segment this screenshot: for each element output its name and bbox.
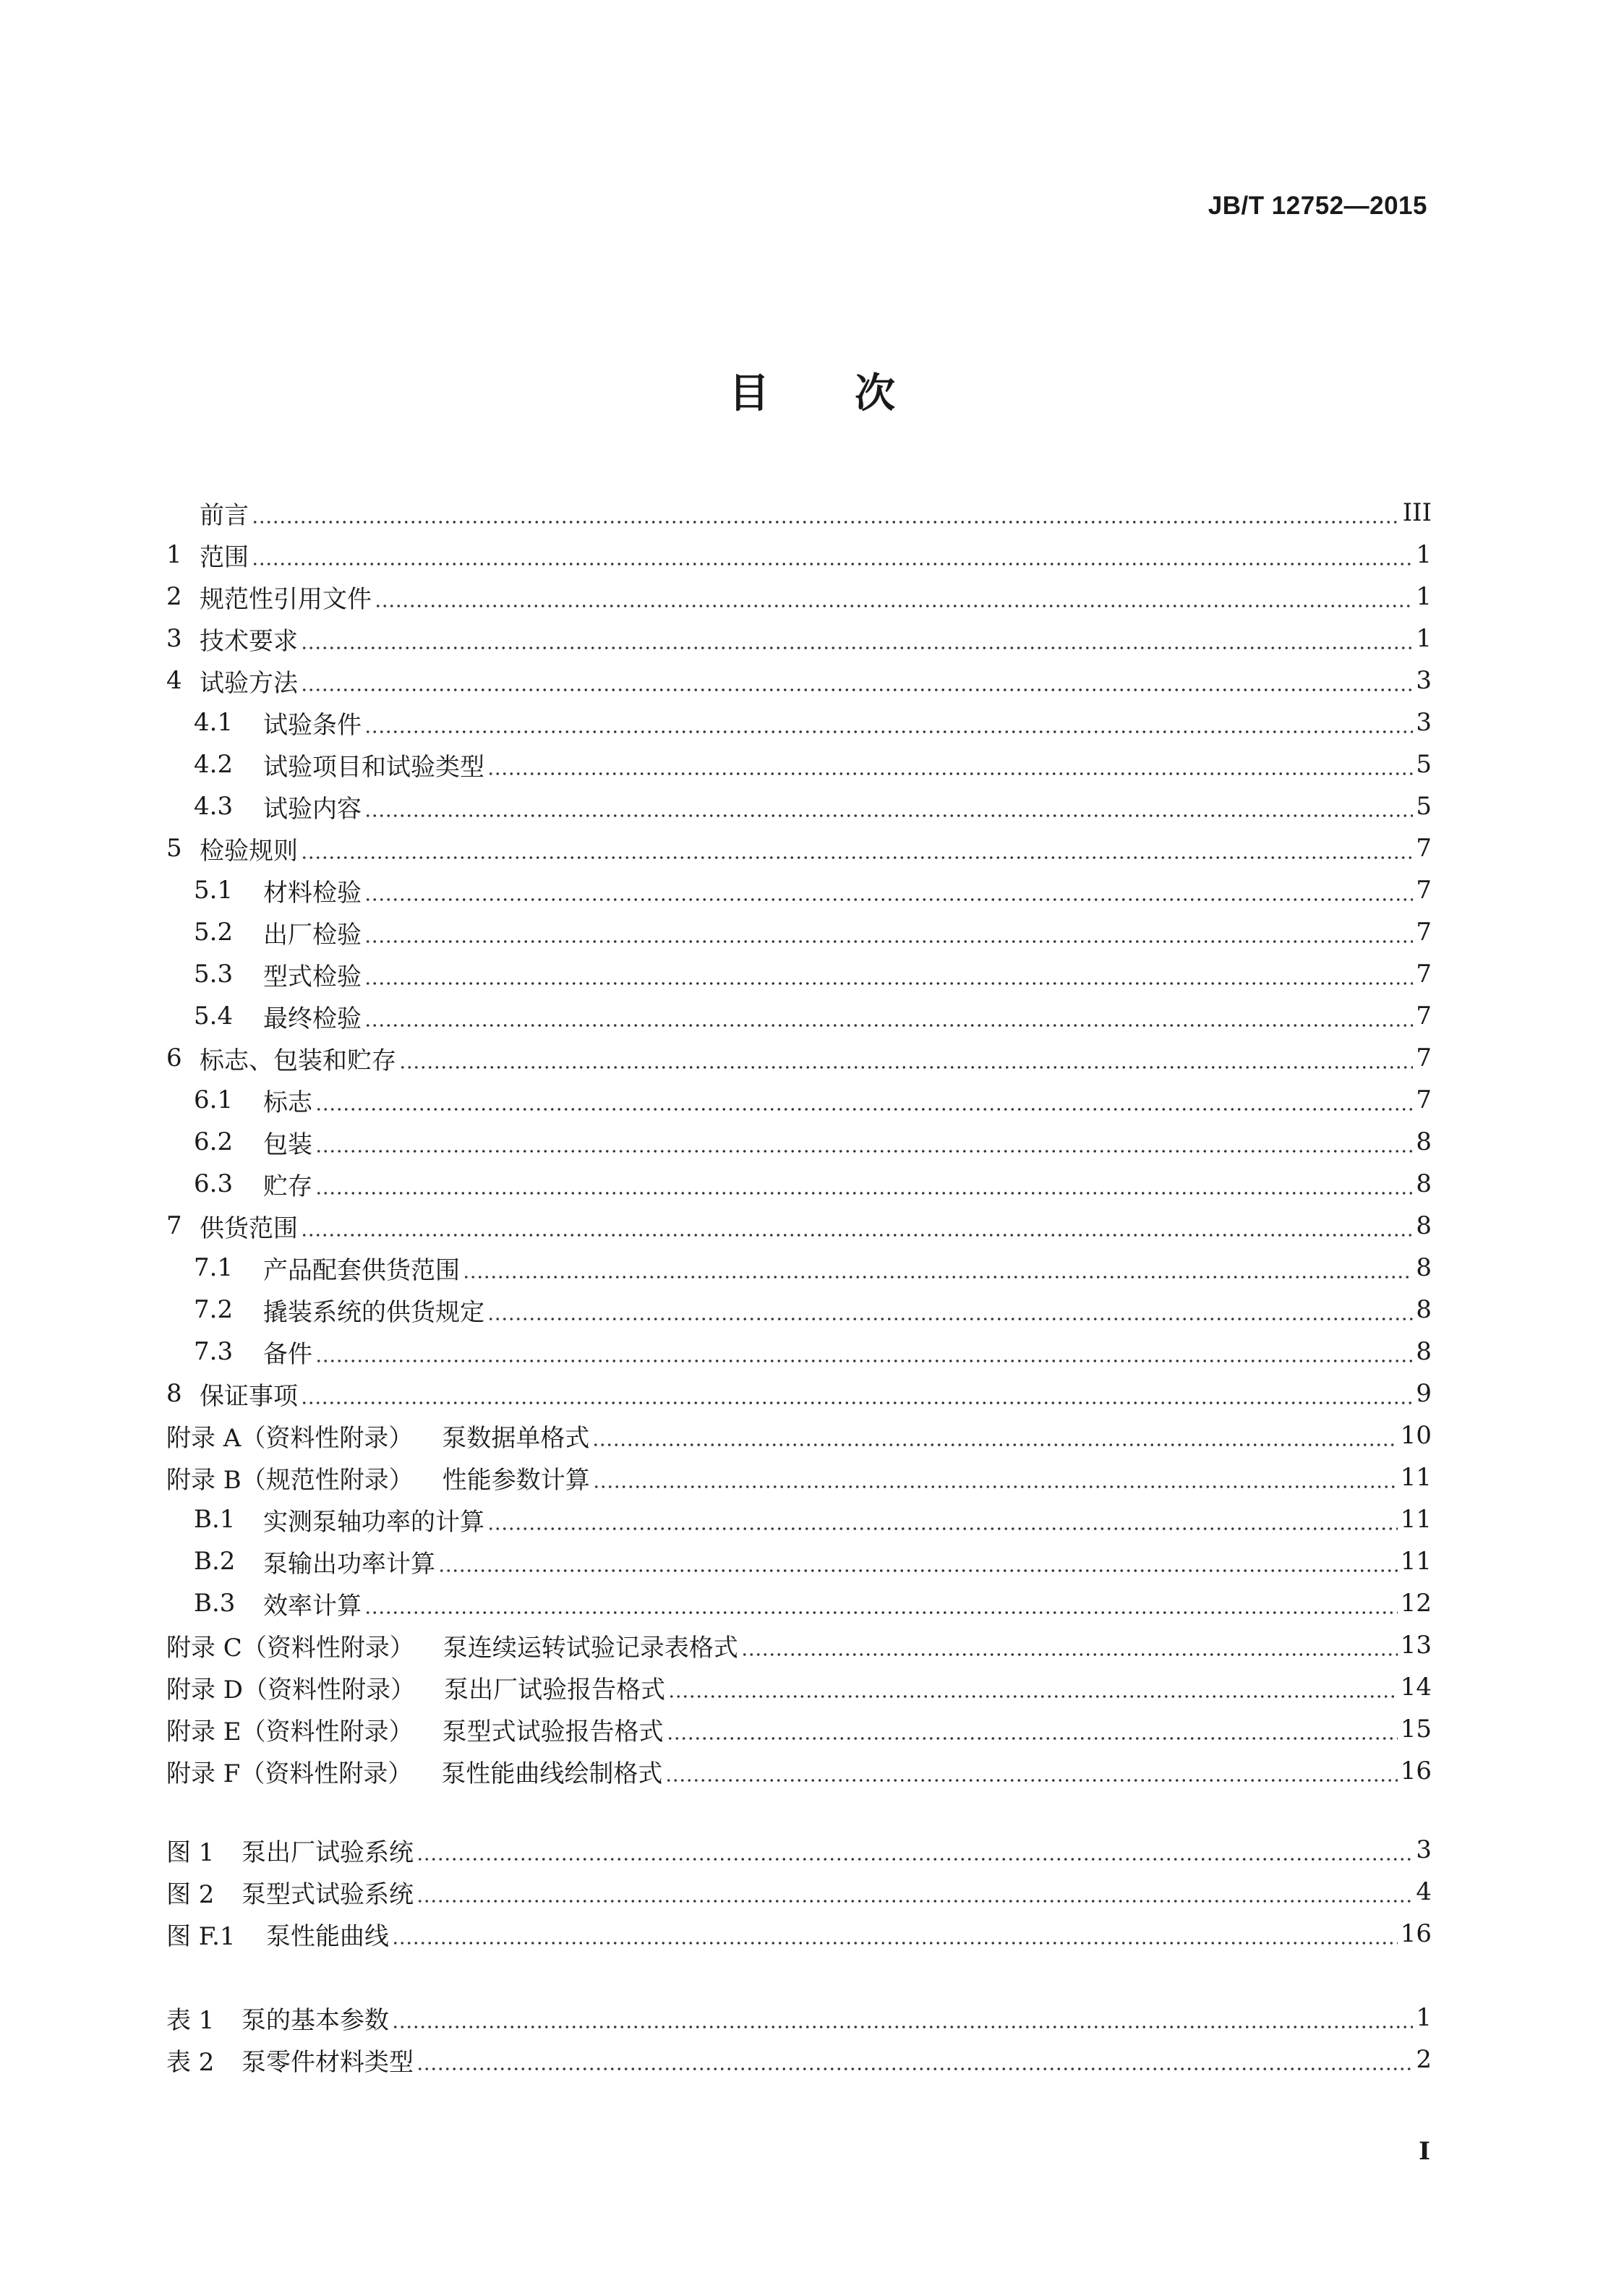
dot-leader xyxy=(399,1046,1413,1070)
dot-leader xyxy=(741,1633,1398,1657)
toc-entry-label: 泵数据单格式 xyxy=(442,1423,590,1453)
toc-entry-label: 前言 xyxy=(200,500,249,530)
toc-entry-number: 5.2 xyxy=(194,918,234,947)
toc-entry[interactable] xyxy=(166,1997,1432,2039)
toc-entry-number: 附录 E（资料性附录） xyxy=(166,1717,414,1746)
toc-entry[interactable] xyxy=(166,1708,1432,1750)
toc-entry[interactable] xyxy=(166,1289,1432,1331)
toc-entry-page: 8 xyxy=(1416,1169,1432,1198)
toc-entry[interactable] xyxy=(166,618,1432,660)
toc-entry[interactable] xyxy=(166,953,1432,995)
toc-entry-page: 8 xyxy=(1416,1253,1432,1282)
toc-entry-number: B.3 xyxy=(194,1589,236,1618)
dot-leader xyxy=(665,1759,1397,1783)
dot-leader xyxy=(416,1879,1413,1904)
dot-leader xyxy=(487,1297,1413,1322)
dot-leader xyxy=(416,1838,1413,1862)
toc-entry-number: 附录 B（规范性附录） xyxy=(166,1465,414,1495)
toc-entry-page: 7 xyxy=(1416,1002,1432,1030)
toc-entry-label: 泵型式试验报告格式 xyxy=(442,1717,664,1746)
toc-entry[interactable] xyxy=(166,785,1432,827)
toc-entry-page: 1 xyxy=(1416,540,1432,569)
toc-entry-page: 7 xyxy=(1416,960,1432,989)
toc-entry[interactable] xyxy=(166,1247,1432,1289)
dot-leader xyxy=(315,1088,1413,1112)
toc-entry-label: 技术要求 xyxy=(200,626,298,656)
dot-leader xyxy=(668,1675,1398,1699)
toc-entry[interactable] xyxy=(166,1456,1432,1498)
dot-leader xyxy=(364,920,1413,944)
dot-leader xyxy=(487,752,1413,777)
toc-entry-page: 13 xyxy=(1400,1631,1432,1660)
page-number: I xyxy=(1419,2137,1430,2166)
toc-entry-page: 7 xyxy=(1416,918,1432,947)
toc-entry-number: 6 xyxy=(166,1044,182,1072)
toc-entry[interactable] xyxy=(166,743,1432,785)
dot-leader xyxy=(315,1172,1413,1196)
dot-leader xyxy=(252,500,1400,525)
toc-entry-number: 4 xyxy=(166,666,182,695)
toc-entry-page: 8 xyxy=(1416,1337,1432,1366)
dot-leader xyxy=(364,1004,1413,1028)
dot-leader xyxy=(364,1591,1398,1616)
toc-entry-number: 附录 A（资料性附录） xyxy=(166,1423,414,1453)
toc-entry-label: 试验内容 xyxy=(263,794,362,824)
toc-entry-page: 3 xyxy=(1416,1835,1432,1864)
toc-entry-number: 5.4 xyxy=(194,1002,234,1030)
toc-entry-number: 图 F.1 xyxy=(166,1921,236,1951)
toc-tables-list xyxy=(166,1997,1432,2081)
toc-entry-label: 泵零件材料类型 xyxy=(242,2047,414,2077)
toc-entry-page: 1 xyxy=(1416,582,1432,611)
toc-entry-number: 表 2 xyxy=(166,2047,215,2077)
toc-entry-label: 实测泵轴功率的计算 xyxy=(263,1507,484,1537)
toc-entry-label: 泵性能曲线绘制格式 xyxy=(441,1759,663,1788)
toc-entry-page: 16 xyxy=(1400,1757,1432,1785)
toc-entry-label: 供货范围 xyxy=(200,1213,298,1243)
toc-entry[interactable] xyxy=(166,576,1432,618)
toc-entry-label: 范围 xyxy=(200,542,249,572)
dot-leader xyxy=(592,1423,1397,1448)
toc-entry-page: 4 xyxy=(1416,1877,1432,1906)
toc-entry-number: B.2 xyxy=(194,1547,236,1576)
dot-leader xyxy=(364,962,1413,986)
toc-entry-number: 5.3 xyxy=(194,960,234,989)
dot-leader xyxy=(301,836,1413,861)
toc-entry-label: 产品配套供货范围 xyxy=(263,1255,460,1285)
toc-entry[interactable] xyxy=(166,1414,1432,1456)
toc-entry-label: 型式检验 xyxy=(263,962,362,991)
dot-leader xyxy=(392,1921,1398,1946)
toc-entry[interactable] xyxy=(166,534,1432,576)
toc-entry-number: 4.1 xyxy=(194,708,234,737)
dot-leader xyxy=(392,2005,1413,2030)
toc-entry-page: 15 xyxy=(1400,1715,1432,1744)
toc-entry-label: 试验条件 xyxy=(263,710,362,740)
toc-entry-number: 8 xyxy=(166,1379,182,1408)
toc-entry-number: 7.2 xyxy=(194,1295,234,1324)
toc-entry[interactable] xyxy=(166,911,1432,953)
dot-leader xyxy=(301,1213,1413,1238)
toc-entry-number: 附录 F（资料性附录） xyxy=(166,1759,413,1788)
toc-entry-page: 7 xyxy=(1416,876,1432,905)
toc-entry[interactable] xyxy=(166,1871,1432,1913)
dot-leader xyxy=(438,1549,1398,1574)
dot-leader xyxy=(364,878,1413,902)
toc-main-list xyxy=(166,492,1432,1792)
toc-entry[interactable] xyxy=(166,827,1432,869)
toc-entry-number: 附录 C（资料性附录） xyxy=(166,1633,414,1663)
toc-entry[interactable] xyxy=(166,1540,1432,1582)
toc-entry-page: 8 xyxy=(1416,1295,1432,1324)
toc-entry-label: 标志、包装和贮存 xyxy=(200,1046,396,1075)
dot-leader xyxy=(593,1465,1398,1490)
toc-entry[interactable] xyxy=(166,2039,1432,2081)
toc-entry-page: 8 xyxy=(1416,1127,1432,1156)
dot-leader xyxy=(463,1255,1413,1280)
toc-entry-page: 11 xyxy=(1400,1547,1432,1576)
toc-entry-label: 泵型式试验系统 xyxy=(242,1879,414,1909)
toc-entry[interactable] xyxy=(166,1750,1432,1792)
page-title: 目次 xyxy=(729,370,980,417)
toc-entry-page: 7 xyxy=(1416,1085,1432,1114)
toc-entry-label: 泵出厂试验报告格式 xyxy=(444,1675,666,1704)
toc-entry-page: 9 xyxy=(1416,1379,1432,1408)
toc-entry-number: 图 1 xyxy=(166,1838,215,1867)
toc-entry-number: 6.3 xyxy=(194,1169,234,1198)
toc-entry[interactable] xyxy=(166,1498,1432,1540)
toc-entry-label: 泵出厂试验系统 xyxy=(242,1838,414,1867)
toc-entry[interactable] xyxy=(166,1666,1432,1708)
toc-entry[interactable] xyxy=(166,995,1432,1037)
toc-entry-label: 效率计算 xyxy=(263,1591,362,1621)
dot-leader xyxy=(375,584,1413,609)
toc-entry-page: 8 xyxy=(1416,1211,1432,1240)
toc-entry-page: 2 xyxy=(1416,2045,1432,2074)
toc-entry-number: 4.2 xyxy=(194,750,234,779)
toc-entry-label: 备件 xyxy=(263,1339,312,1369)
toc-entry[interactable] xyxy=(166,701,1432,743)
toc-entry-number: B.1 xyxy=(194,1505,236,1534)
dot-leader xyxy=(301,668,1413,693)
toc-entry-number: 图 2 xyxy=(166,1879,215,1909)
dot-leader xyxy=(301,1381,1413,1406)
toc-entry-number: 5 xyxy=(166,834,182,863)
standard-code: JB/T 12752—2015 xyxy=(1208,192,1427,220)
toc-entry[interactable] xyxy=(166,1121,1432,1163)
toc-entry-label: 材料检验 xyxy=(263,878,362,908)
dot-leader xyxy=(364,794,1413,819)
toc-entry[interactable] xyxy=(166,1205,1432,1247)
toc-entry-page: 14 xyxy=(1400,1673,1432,1702)
toc-entry-number: 6.1 xyxy=(194,1085,234,1114)
toc-entry-number: 2 xyxy=(166,582,182,611)
toc-entry-label: 出厂检验 xyxy=(263,920,362,950)
toc-entry-label: 泵的基本参数 xyxy=(242,2005,389,2035)
dot-leader xyxy=(487,1507,1398,1532)
toc-entry-page: 7 xyxy=(1416,834,1432,863)
toc-entry[interactable] xyxy=(166,1582,1432,1624)
toc-entry-number: 1 xyxy=(166,540,182,569)
toc-entry[interactable] xyxy=(166,1037,1432,1079)
toc-entry-label: 最终检验 xyxy=(263,1004,362,1033)
toc-entry-page: 3 xyxy=(1416,708,1432,737)
toc-entry[interactable] xyxy=(166,1829,1432,1871)
toc-entry[interactable] xyxy=(166,1079,1432,1121)
toc-entry-page: 5 xyxy=(1416,792,1432,821)
toc-entry-number: 7 xyxy=(166,1211,182,1240)
toc-entry-number: 7.1 xyxy=(194,1253,234,1282)
toc-entry[interactable] xyxy=(166,1331,1432,1373)
toc-entry-page: 1 xyxy=(1416,2003,1432,2032)
toc-entry-label: 泵输出功率计算 xyxy=(263,1549,435,1579)
toc-figures-list xyxy=(166,1829,1432,1955)
dot-leader xyxy=(416,2047,1413,2072)
toc-entry-page: 12 xyxy=(1400,1589,1432,1618)
dot-leader xyxy=(667,1717,1398,1741)
toc-entry-page: 1 xyxy=(1416,624,1432,653)
toc-entry-number: 附录 D（资料性附录） xyxy=(166,1675,416,1704)
dot-leader xyxy=(315,1339,1413,1364)
toc-entry-label: 泵性能曲线 xyxy=(266,1921,389,1951)
toc-entry-number: 6.2 xyxy=(194,1127,234,1156)
toc-entry-page: 3 xyxy=(1416,666,1432,695)
dot-leader xyxy=(315,1130,1413,1154)
dot-leader xyxy=(252,542,1413,567)
toc-entry-page: 10 xyxy=(1400,1421,1432,1450)
dot-leader xyxy=(364,710,1413,735)
toc-entry-label: 试验项目和试验类型 xyxy=(263,752,484,782)
toc-entry-label: 性能参数计算 xyxy=(442,1465,590,1495)
toc-entry-page: 16 xyxy=(1400,1919,1432,1948)
toc-entry-label: 检验规则 xyxy=(200,836,298,866)
toc-entry[interactable] xyxy=(166,1373,1432,1414)
toc-entry[interactable] xyxy=(166,1624,1432,1666)
toc-entry-page: 11 xyxy=(1400,1463,1432,1492)
toc-entry-number: 4.3 xyxy=(194,792,234,821)
toc-entry-page: 11 xyxy=(1400,1505,1432,1534)
toc-entry[interactable] xyxy=(166,869,1432,911)
toc-entry[interactable] xyxy=(166,660,1432,701)
toc-entry-label: 标志 xyxy=(263,1088,312,1117)
toc-entry-number: 3 xyxy=(166,624,182,653)
toc-entry-label: 泵连续运转试验记录表格式 xyxy=(443,1633,738,1663)
toc-entry-page: 5 xyxy=(1416,750,1432,779)
toc-entry-label: 贮存 xyxy=(263,1172,312,1201)
dot-leader xyxy=(301,626,1413,651)
toc-entry-label: 保证事项 xyxy=(200,1381,298,1411)
toc-entry-page: III xyxy=(1402,498,1432,527)
toc-entry[interactable] xyxy=(166,1913,1432,1955)
toc-entry[interactable] xyxy=(166,1163,1432,1205)
toc-entry-label: 规范性引用文件 xyxy=(200,584,372,614)
toc-entry[interactable] xyxy=(166,492,1432,534)
toc-entry-page: 7 xyxy=(1416,1044,1432,1072)
toc-entry-number: 表 1 xyxy=(166,2005,215,2035)
toc-entry-number: 5.1 xyxy=(194,876,234,905)
toc-entry-label: 试验方法 xyxy=(200,668,298,698)
toc-entry-number: 7.3 xyxy=(194,1337,234,1366)
toc-entry-label: 撬装系统的供货规定 xyxy=(263,1297,484,1327)
toc-entry-label: 包装 xyxy=(263,1130,312,1159)
